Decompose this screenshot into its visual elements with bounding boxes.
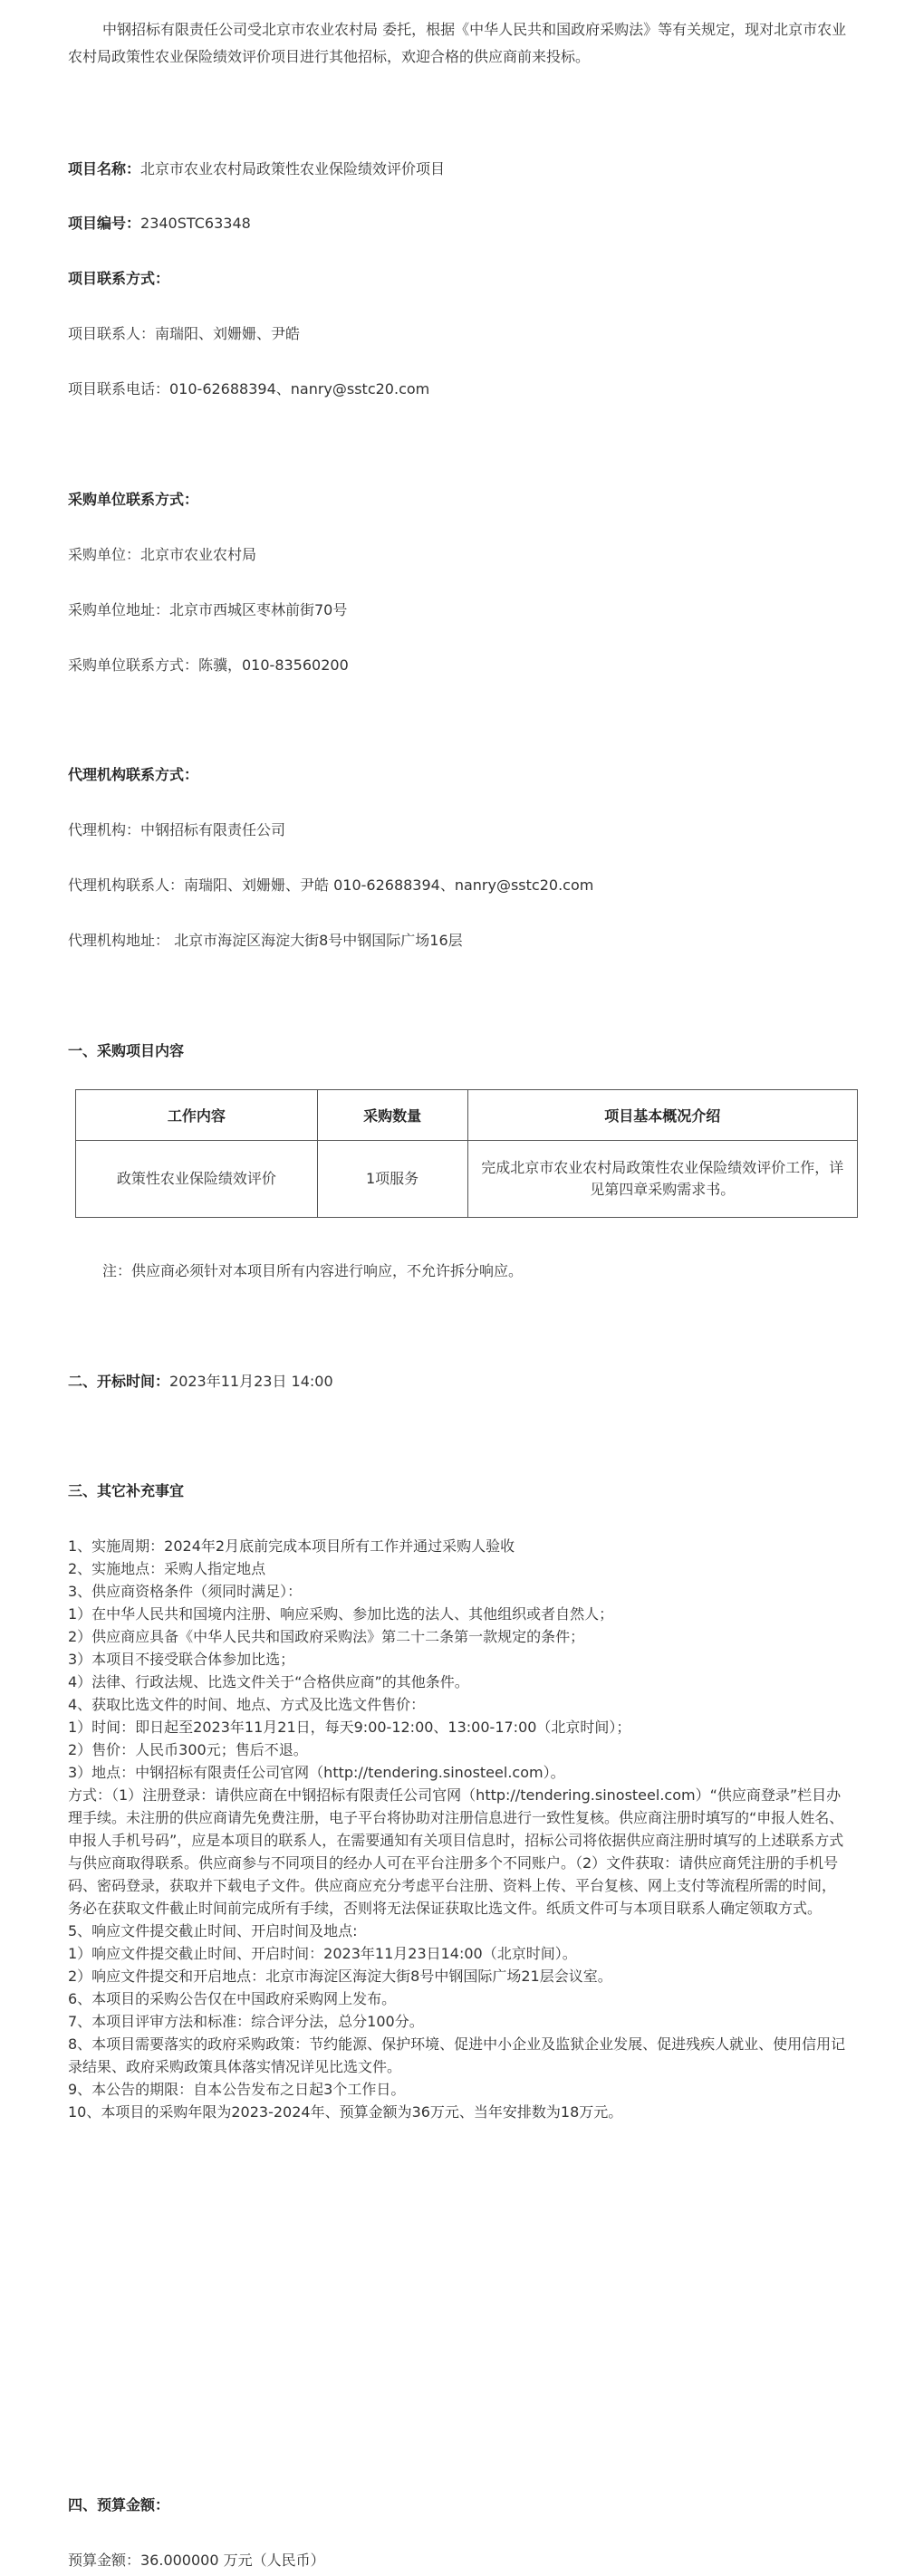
list-item: 1）在中华人民共和国境内注册、响应采购、参加比选的法人、其他组织或者自然人； [68,1605,614,1623]
project-contact-person: 项目联系人：南瑞阳、刘姗姗、尹皓 [68,325,301,342]
purchaser-heading: 采购单位联系方式： [68,491,199,508]
list-item: 5、响应文件提交截止时间、开启时间及地点: [68,1922,358,1939]
list-item: 1、实施周期：2024年2月底前完成本项目所有工作并通过采购人验收 [68,1537,515,1555]
project-number-value: 2340STC63348 [140,215,251,232]
project-number-line [68,214,860,234]
table-cell: 1项服务 [317,1141,467,1218]
list-item: 4、获取比选文件的时间、地点、方式及比选文件售价： [68,1696,426,1713]
agency-name: 代理机构：中钢招标有限责任公司 [68,821,286,838]
table-header-cell: 工作内容 [76,1090,318,1141]
list-item: 3）本项目不接受联合体参加比选； [68,1651,295,1668]
list-item: 3）地点：中钢招标有限责任公司官网（http://tendering.sinosteel.com）。 [68,1764,565,1781]
list-item: 3、供应商资格条件（须同时满足）： [68,1583,303,1600]
list-item: 1）时间：即日起至2023年11月21日，每天9:00-12:00、13:00-17:00（北京时间）； [68,1719,631,1736]
budget-amount: 预算金额：36.000000 万元（人民币） [68,2552,325,2569]
agency-contact: 代理机构联系人：南瑞阳、刘姗姗、尹皓 010-62688394、nanry@sstc20.com [68,876,594,894]
purchaser-unit: 采购单位：北京市农业农村局 [68,546,257,563]
table-header-row [76,1090,858,1141]
procurement-table [75,1089,858,1218]
section4-heading: 四、预算金额： [68,2496,170,2514]
table-header-cell: 项目基本概况介绍 [467,1090,858,1141]
project-number-label: 项目编号： [68,215,141,232]
section3-heading: 三、其它补充事宜 [68,1482,185,1499]
section2-value: 2023年11月23日 14:00 [169,1373,333,1390]
list-item: 8、本项目需要落实的政府采购政策：节约能源、保护环境、促进中小企业及监狱企业发展、促进残疾人就业、使用信用记录结果、政府采购政策具体落实情况详见比选文件。 [68,2035,846,2075]
list-item: 9、本公告的期限：自本公告发布之日起3个工作日。 [68,2081,406,2098]
section1-heading: 一、采购项目内容 [68,1042,185,1059]
list-item: 10、本项目的采购年限为2023-2024年、预算金额为36万元、当年安排数为18万元。 [68,2103,623,2121]
project-contact-heading: 项目联系方式： [68,270,170,287]
list-item: 方式：（1）注册登录：请供应商在中钢招标有限责任公司官网（http://tendering.sinosteel.com）“供应商登录”栏目办理手续。未注册的供应商请先免费注册，电子平台将协助对注册信息进行一致性复核。供应商注册时填写的“申报人姓名、申报人手机号码”，应是本项目的联系人，在需要通知有关项目信息时，招标公司将依据供应商注册时填写的上述联系方式与供应商取得联系。供应商参与不同项目的经办人可在平台注册多个不同账户。（2）文件获取：请供应商凭注册的手机号码、密码登录，获取并下载电子文件。供应商应充分考虑平台注册、资料上传、平台复核、网上支付等流程所需的时间，务必在获取文件截止时间前完成所有手续，否则将无法保证获取比选文件。纸质文件可与本项目联系人确定领取方式。 [68,1786,844,1917]
agency-address: 代理机构地址： 北京市海淀区海淀大街8号中钢国际广场16层 [68,932,463,949]
list-item: 1）响应文件提交截止时间、开启时间：2023年11月23日14:00（北京时间）。 [68,1945,577,1962]
table-row [76,1141,858,1218]
table-cell: 完成北京市农业农村局政策性农业保险绩效评价工作，详见第四章采购需求书。 [467,1141,858,1218]
project-name-line [68,159,860,179]
table-cell: 政策性农业保险绩效评价 [76,1141,318,1218]
table-header-cell: 采购数量 [317,1090,467,1141]
purchaser-address: 采购单位地址：北京市西城区枣林前街70号 [68,601,348,618]
intro-paragraph: 中钢招标有限责任公司受北京市农业农村局 委托，根据《中华人民共和国政府采购法》等有关规定，现对北京市农业农村局政策性农业保险绩效评价项目进行其他招标，欢迎合格的供应商前来投标。 [68,21,847,65]
section2-heading: 二、开标时间： [68,1373,170,1390]
project-contact-phone: 项目联系电话：010-62688394、nanry@sstc20.com [68,380,430,397]
list-item: 4）法律、行政法规、比选文件关于“合格供应商”的其他条件。 [68,1673,469,1690]
project-name-value: 北京市农业农村局政策性农业保险绩效评价项目 [140,160,446,177]
section1-note: 注：供应商必须针对本项目所有内容进行响应，不允许拆分响应。 [102,1262,524,1279]
list-item: 6、本项目的采购公告仅在中国政府采购网上发布。 [68,1990,397,2007]
supplementary-list [68,1535,847,2123]
project-name-label: 项目名称： [68,160,141,177]
section2-line [68,1372,860,1392]
purchaser-contact: 采购单位联系方式：陈骥，010-83560200 [68,656,349,674]
list-item: 2）供应商应具备《中华人民共和国政府采购法》第二十二条第一款规定的条件； [68,1628,585,1645]
agency-heading: 代理机构联系方式： [68,766,199,783]
list-item: 2）售价：人民币300元；售后不退。 [68,1741,308,1758]
list-item: 2）响应文件提交和开启地点：北京市海淀区海淀大街8号中钢国际广场21层会议室。 [68,1968,612,1985]
list-item: 7、本项目评审方法和标准：综合评分法，总分100分。 [68,2013,424,2030]
list-item: 2、实施地点：采购人指定地点 [68,1560,266,1577]
